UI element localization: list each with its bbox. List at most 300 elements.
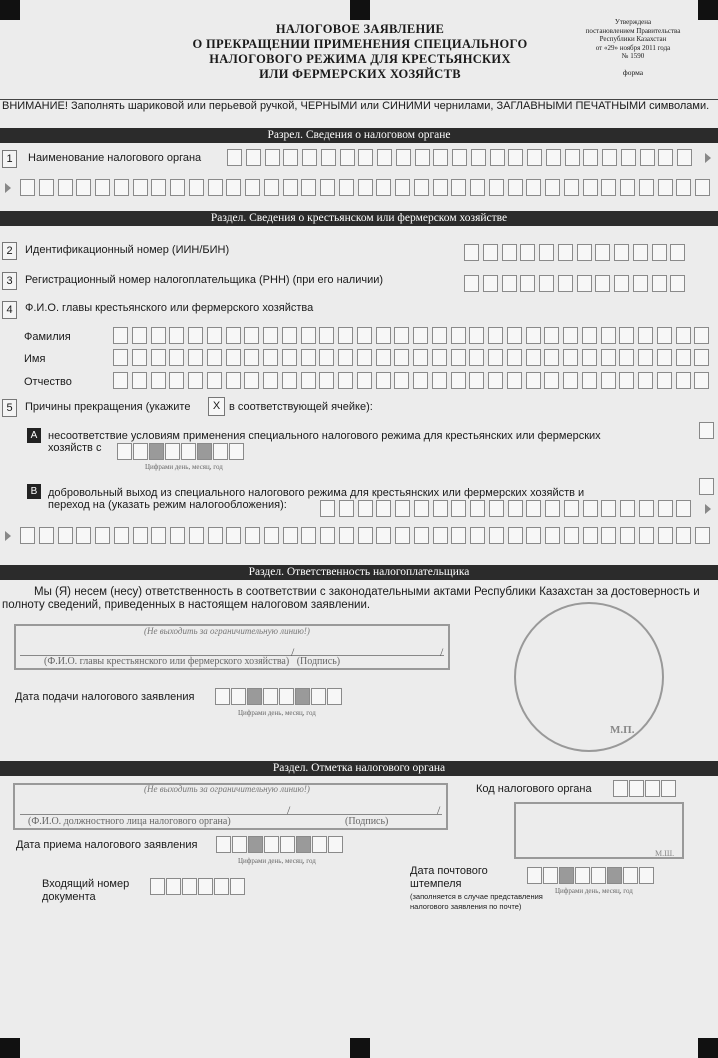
input-cell[interactable] <box>395 500 410 517</box>
input-cell[interactable] <box>657 349 672 366</box>
date-accept-input[interactable] <box>216 836 344 853</box>
input-cell[interactable] <box>149 443 164 460</box>
input-cell[interactable] <box>20 527 35 544</box>
input-cell[interactable] <box>639 179 654 196</box>
input-cell[interactable] <box>76 179 91 196</box>
input-cell[interactable] <box>451 349 466 366</box>
input-cell[interactable] <box>451 372 466 389</box>
input-cell[interactable] <box>415 149 430 166</box>
input-cell[interactable] <box>150 878 165 895</box>
input-cell[interactable] <box>601 327 616 344</box>
input-cell[interactable] <box>169 349 184 366</box>
input-cell[interactable] <box>265 149 280 166</box>
input-cell[interactable] <box>601 500 616 517</box>
input-cell[interactable] <box>564 527 579 544</box>
input-cell[interactable] <box>502 275 517 292</box>
input-cell[interactable] <box>526 500 541 517</box>
input-cell[interactable] <box>283 179 298 196</box>
input-cell[interactable] <box>619 327 634 344</box>
input-cell[interactable] <box>339 179 354 196</box>
input-cell[interactable] <box>489 527 504 544</box>
input-cell[interactable] <box>394 372 409 389</box>
input-cell[interactable] <box>464 275 479 292</box>
input-cell[interactable] <box>246 149 261 166</box>
input-cell[interactable] <box>469 327 484 344</box>
input-cell[interactable] <box>188 372 203 389</box>
input-cell[interactable] <box>601 349 616 366</box>
input-cell[interactable] <box>279 688 294 705</box>
input-cell[interactable] <box>414 527 429 544</box>
input-cell[interactable] <box>227 149 242 166</box>
input-cell[interactable] <box>527 149 542 166</box>
input-cell[interactable] <box>657 372 672 389</box>
input-cell[interactable] <box>563 349 578 366</box>
input-cell[interactable] <box>133 527 148 544</box>
input-cell[interactable] <box>670 244 685 261</box>
input-cell[interactable] <box>376 179 391 196</box>
input-cell[interactable] <box>358 527 373 544</box>
input-cell[interactable] <box>264 179 279 196</box>
input-cell[interactable] <box>526 327 541 344</box>
input-cell[interactable] <box>601 372 616 389</box>
input-cell[interactable] <box>132 327 147 344</box>
iin-bin-input[interactable] <box>464 244 689 261</box>
input-cell[interactable] <box>433 527 448 544</box>
input-cell[interactable] <box>488 372 503 389</box>
input-cell[interactable] <box>544 327 559 344</box>
input-cell[interactable] <box>244 327 259 344</box>
input-cell[interactable] <box>188 349 203 366</box>
input-cell[interactable] <box>451 527 466 544</box>
input-cell[interactable] <box>208 527 223 544</box>
input-cell[interactable] <box>526 527 541 544</box>
input-cell[interactable] <box>151 527 166 544</box>
input-cell[interactable] <box>113 372 128 389</box>
input-cell[interactable] <box>614 275 629 292</box>
input-cell[interactable] <box>413 372 428 389</box>
input-cell[interactable] <box>413 327 428 344</box>
input-cell[interactable] <box>189 179 204 196</box>
input-cell[interactable] <box>301 349 316 366</box>
input-cell[interactable] <box>198 878 213 895</box>
input-cell[interactable] <box>95 179 110 196</box>
input-cell[interactable] <box>319 372 334 389</box>
input-cell[interactable] <box>640 149 655 166</box>
input-cell[interactable] <box>226 372 241 389</box>
input-cell[interactable] <box>95 527 110 544</box>
input-cell[interactable] <box>620 527 635 544</box>
input-cell[interactable] <box>591 867 606 884</box>
input-cell[interactable] <box>527 867 542 884</box>
input-cell[interactable] <box>170 179 185 196</box>
input-cell[interactable] <box>676 372 691 389</box>
input-cell[interactable] <box>232 836 247 853</box>
input-cell[interactable] <box>545 527 560 544</box>
input-cell[interactable] <box>464 244 479 261</box>
input-cell[interactable] <box>244 372 259 389</box>
input-cell[interactable] <box>432 327 447 344</box>
input-cell[interactable] <box>245 527 260 544</box>
input-cell[interactable] <box>639 867 654 884</box>
input-cell[interactable] <box>433 500 448 517</box>
input-cell[interactable] <box>577 275 592 292</box>
input-cell[interactable] <box>546 149 561 166</box>
input-cell[interactable] <box>470 179 485 196</box>
input-cell[interactable] <box>189 527 204 544</box>
input-cell[interactable] <box>263 349 278 366</box>
input-cell[interactable] <box>526 372 541 389</box>
input-cell[interactable] <box>20 179 35 196</box>
date-submit-input[interactable] <box>215 688 343 705</box>
input-cell[interactable] <box>694 372 709 389</box>
input-cell[interactable] <box>602 149 617 166</box>
input-cell[interactable] <box>539 275 554 292</box>
input-cell[interactable] <box>623 867 638 884</box>
input-cell[interactable] <box>151 372 166 389</box>
corner-marker-top-right <box>698 0 718 20</box>
input-cell[interactable] <box>508 500 523 517</box>
input-cell[interactable] <box>301 179 316 196</box>
input-cell[interactable] <box>583 179 598 196</box>
input-cell[interactable] <box>197 443 212 460</box>
input-cell[interactable] <box>658 149 673 166</box>
input-cell[interactable] <box>601 527 616 544</box>
input-cell[interactable] <box>469 349 484 366</box>
input-cell[interactable] <box>614 244 629 261</box>
input-cell[interactable] <box>577 244 592 261</box>
input-cell[interactable] <box>677 149 692 166</box>
input-cell[interactable] <box>676 349 691 366</box>
input-cell[interactable] <box>414 500 429 517</box>
input-cell[interactable] <box>39 527 54 544</box>
input-cell[interactable] <box>558 275 573 292</box>
input-cell[interactable] <box>676 500 691 517</box>
input-cell[interactable] <box>633 275 648 292</box>
input-cell[interactable] <box>432 349 447 366</box>
input-cell[interactable] <box>558 244 573 261</box>
input-cell[interactable] <box>282 372 297 389</box>
input-cell[interactable] <box>451 500 466 517</box>
input-cell[interactable] <box>301 527 316 544</box>
input-cell[interactable] <box>311 688 326 705</box>
input-cell[interactable] <box>595 275 610 292</box>
input-cell[interactable] <box>526 349 541 366</box>
input-cell[interactable] <box>320 179 335 196</box>
input-cell[interactable] <box>583 527 598 544</box>
input-cell[interactable] <box>507 327 522 344</box>
input-cell[interactable] <box>338 327 353 344</box>
input-cell[interactable] <box>633 244 648 261</box>
input-cell[interactable] <box>133 443 148 460</box>
input-cell[interactable] <box>338 349 353 366</box>
input-cell[interactable] <box>526 179 541 196</box>
input-cell[interactable] <box>151 327 166 344</box>
input-cell[interactable] <box>545 179 560 196</box>
input-cell[interactable] <box>629 780 644 797</box>
input-cell[interactable] <box>169 372 184 389</box>
input-cell[interactable] <box>376 327 391 344</box>
input-cell[interactable] <box>207 372 222 389</box>
input-cell[interactable] <box>676 179 691 196</box>
input-cell[interactable] <box>502 244 517 261</box>
input-cell[interactable] <box>181 443 196 460</box>
input-cell[interactable] <box>413 349 428 366</box>
input-cell[interactable] <box>433 179 448 196</box>
input-cell[interactable] <box>133 179 148 196</box>
input-cell[interactable] <box>638 372 653 389</box>
input-cell[interactable] <box>263 327 278 344</box>
input-cell[interactable] <box>583 149 598 166</box>
input-cell[interactable] <box>182 878 197 895</box>
reason-a-text-line2: хозяйств с <box>48 442 102 454</box>
input-cell[interactable] <box>282 327 297 344</box>
patronymic-input[interactable] <box>113 372 713 389</box>
input-cell[interactable] <box>213 443 228 460</box>
input-cell[interactable] <box>169 327 184 344</box>
input-cell[interactable] <box>488 327 503 344</box>
input-cell[interactable] <box>619 372 634 389</box>
input-cell[interactable] <box>113 349 128 366</box>
input-cell[interactable] <box>229 443 244 460</box>
input-cell[interactable] <box>451 179 466 196</box>
tax-regime-input-row2[interactable] <box>20 527 714 544</box>
input-cell[interactable] <box>296 836 311 853</box>
input-cell[interactable] <box>613 780 628 797</box>
input-cell[interactable] <box>694 349 709 366</box>
input-cell[interactable] <box>658 500 673 517</box>
input-cell[interactable] <box>639 527 654 544</box>
input-cell[interactable] <box>414 179 429 196</box>
input-cell[interactable] <box>544 349 559 366</box>
input-cell[interactable] <box>302 149 317 166</box>
input-cell[interactable] <box>695 179 710 196</box>
input-cell[interactable] <box>483 275 498 292</box>
input-cell[interactable] <box>508 527 523 544</box>
input-cell[interactable] <box>247 688 262 705</box>
input-cell[interactable] <box>339 527 354 544</box>
input-cell[interactable] <box>264 527 279 544</box>
input-cell[interactable] <box>226 327 241 344</box>
input-cell[interactable] <box>575 867 590 884</box>
input-cell[interactable] <box>539 244 554 261</box>
input-cell[interactable] <box>620 179 635 196</box>
input-cell[interactable] <box>507 372 522 389</box>
input-cell[interactable] <box>214 878 229 895</box>
tax-office-code-input[interactable] <box>613 780 677 797</box>
input-cell[interactable] <box>488 349 503 366</box>
input-cell[interactable] <box>301 372 316 389</box>
input-cell[interactable] <box>676 527 691 544</box>
input-cell[interactable] <box>470 527 485 544</box>
name-input[interactable] <box>113 349 713 366</box>
input-cell[interactable] <box>114 527 129 544</box>
input-cell[interactable] <box>451 327 466 344</box>
input-cell[interactable] <box>469 372 484 389</box>
input-cell[interactable] <box>433 149 448 166</box>
input-cell[interactable] <box>328 836 343 853</box>
input-cell[interactable] <box>543 867 558 884</box>
postal-date-input[interactable] <box>527 867 655 884</box>
input-cell[interactable] <box>638 327 653 344</box>
input-cell[interactable] <box>226 527 241 544</box>
input-cell[interactable] <box>358 179 373 196</box>
input-cell[interactable] <box>283 527 298 544</box>
input-cell[interactable] <box>357 349 372 366</box>
reason-b-checkbox[interactable] <box>699 478 714 495</box>
input-cell[interactable] <box>545 500 560 517</box>
input-cell[interactable] <box>231 688 246 705</box>
input-cell[interactable] <box>639 500 654 517</box>
input-cell[interactable] <box>489 500 504 517</box>
input-cell[interactable] <box>357 327 372 344</box>
input-cell[interactable] <box>170 527 185 544</box>
input-cell[interactable] <box>340 149 355 166</box>
incoming-number-input[interactable] <box>150 878 246 895</box>
input-cell[interactable] <box>658 527 673 544</box>
input-cell[interactable] <box>166 878 181 895</box>
input-cell[interactable] <box>676 327 691 344</box>
rnn-input[interactable] <box>464 275 689 292</box>
input-cell[interactable] <box>470 500 485 517</box>
input-cell[interactable] <box>376 372 391 389</box>
input-cell[interactable] <box>263 372 278 389</box>
input-cell[interactable] <box>583 500 598 517</box>
reason-a-date-input[interactable] <box>117 443 245 460</box>
input-cell[interactable] <box>507 349 522 366</box>
input-cell[interactable] <box>264 836 279 853</box>
input-cell[interactable] <box>601 179 616 196</box>
input-cell[interactable] <box>113 327 128 344</box>
input-cell[interactable] <box>377 149 392 166</box>
input-cell[interactable] <box>132 349 147 366</box>
input-cell[interactable] <box>694 327 709 344</box>
input-cell[interactable] <box>244 349 259 366</box>
input-cell[interactable] <box>245 179 260 196</box>
input-cell[interactable] <box>188 327 203 344</box>
input-cell[interactable] <box>508 149 523 166</box>
input-cell[interactable] <box>563 327 578 344</box>
input-cell[interactable] <box>132 372 147 389</box>
input-cell[interactable] <box>283 149 298 166</box>
input-cell[interactable] <box>520 275 535 292</box>
input-cell[interactable] <box>282 349 297 366</box>
input-cell[interactable] <box>657 327 672 344</box>
input-cell[interactable] <box>564 179 579 196</box>
input-cell[interactable] <box>151 349 166 366</box>
input-cell[interactable] <box>376 527 391 544</box>
reason-a-checkbox[interactable] <box>699 422 714 439</box>
input-cell[interactable] <box>489 179 504 196</box>
input-cell[interactable] <box>452 149 467 166</box>
input-cell[interactable] <box>658 179 673 196</box>
input-cell[interactable] <box>432 372 447 389</box>
input-cell[interactable] <box>544 372 559 389</box>
input-cell[interactable] <box>320 527 335 544</box>
input-cell[interactable] <box>652 275 667 292</box>
input-cell[interactable] <box>151 179 166 196</box>
input-cell[interactable] <box>695 527 710 544</box>
input-cell[interactable] <box>661 780 676 797</box>
input-cell[interactable] <box>320 500 335 517</box>
input-cell[interactable] <box>114 179 129 196</box>
input-cell[interactable] <box>582 349 597 366</box>
input-cell[interactable] <box>280 836 295 853</box>
input-cell[interactable] <box>520 244 535 261</box>
input-cell[interactable] <box>595 244 610 261</box>
input-cell[interactable] <box>58 527 73 544</box>
input-cell[interactable] <box>358 149 373 166</box>
tax-regime-input-row1[interactable] <box>320 500 695 517</box>
input-cell[interactable] <box>207 327 222 344</box>
input-cell[interactable] <box>39 179 54 196</box>
input-cell[interactable] <box>471 149 486 166</box>
input-cell[interactable] <box>319 327 334 344</box>
input-cell[interactable] <box>396 149 411 166</box>
input-cell[interactable] <box>226 349 241 366</box>
input-cell[interactable] <box>563 372 578 389</box>
input-cell[interactable] <box>295 688 310 705</box>
input-cell[interactable] <box>338 372 353 389</box>
input-cell[interactable] <box>312 836 327 853</box>
input-cell[interactable] <box>564 500 579 517</box>
input-cell[interactable] <box>621 149 636 166</box>
tax-authority-name-input-row2[interactable] <box>20 179 714 196</box>
input-cell[interactable] <box>582 327 597 344</box>
input-cell[interactable] <box>638 349 653 366</box>
input-cell[interactable] <box>582 372 597 389</box>
input-cell[interactable] <box>327 688 342 705</box>
input-cell[interactable] <box>395 179 410 196</box>
surname-input[interactable] <box>113 327 713 344</box>
input-cell[interactable] <box>248 836 263 853</box>
input-cell[interactable] <box>339 500 354 517</box>
input-cell[interactable] <box>208 179 223 196</box>
input-cell[interactable] <box>394 327 409 344</box>
input-cell[interactable] <box>357 372 372 389</box>
input-cell[interactable] <box>76 527 91 544</box>
input-cell[interactable] <box>619 349 634 366</box>
input-cell[interactable] <box>394 349 409 366</box>
input-cell[interactable] <box>358 500 373 517</box>
input-cell[interactable] <box>670 275 685 292</box>
input-cell[interactable] <box>207 349 222 366</box>
input-cell[interactable] <box>565 149 580 166</box>
input-cell[interactable] <box>376 500 391 517</box>
input-cell[interactable] <box>263 688 278 705</box>
input-cell[interactable] <box>376 349 391 366</box>
input-cell[interactable] <box>321 149 336 166</box>
input-cell[interactable] <box>165 443 180 460</box>
input-cell[interactable] <box>620 500 635 517</box>
input-cell[interactable] <box>645 780 660 797</box>
input-cell[interactable] <box>319 349 334 366</box>
input-cell[interactable] <box>301 327 316 344</box>
input-cell[interactable] <box>395 527 410 544</box>
input-cell[interactable] <box>490 149 505 166</box>
input-cell[interactable] <box>607 867 622 884</box>
input-cell[interactable] <box>216 836 231 853</box>
input-cell[interactable] <box>215 688 230 705</box>
input-cell[interactable] <box>483 244 498 261</box>
input-cell[interactable] <box>559 867 574 884</box>
input-cell[interactable] <box>58 179 73 196</box>
input-cell[interactable] <box>226 179 241 196</box>
input-cell[interactable] <box>652 244 667 261</box>
tax-authority-name-input-row1[interactable] <box>227 149 696 166</box>
input-cell[interactable] <box>230 878 245 895</box>
input-cell[interactable] <box>508 179 523 196</box>
input-cell[interactable] <box>117 443 132 460</box>
